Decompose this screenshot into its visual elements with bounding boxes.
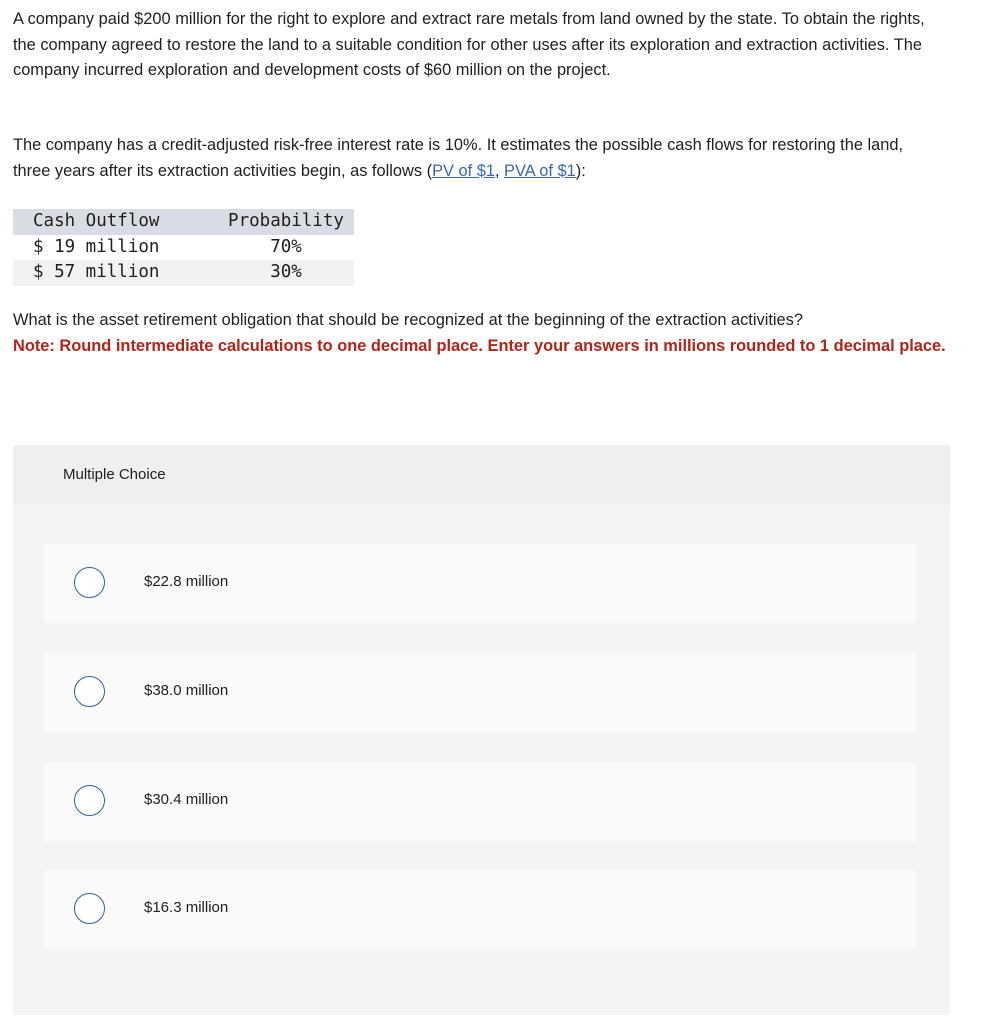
multiple-choice-header (13, 445, 950, 505)
cash-outflow-cell: $ 19 million (33, 236, 160, 257)
multiple-choice-title: Multiple Choice (63, 466, 166, 483)
problem-paragraph-2 (13, 133, 943, 184)
probability-cell: 70% (270, 236, 302, 257)
cash-outflow-cell: $ 57 million (33, 262, 160, 282)
probability-cell: 30% (270, 262, 302, 282)
choice-option-2[interactable] (44, 653, 916, 732)
link-separator: , (494, 161, 505, 180)
header-cash-outflow: Cash Outflow (33, 211, 160, 231)
choice-option-4[interactable] (44, 870, 916, 949)
question-block (13, 308, 953, 359)
table-header-row (13, 209, 354, 235)
problem-paragraph-2-text: The company has a credit-adjusted risk-free interest rate is 10%. It estimates the possible cash flows for restoring the land, three years after its extraction activities begin, as follows ( (13, 136, 904, 180)
radio-button-icon[interactable] (74, 785, 105, 816)
pva-of-1-link[interactable]: PVA of $1 (504, 161, 576, 180)
table-row (13, 260, 354, 286)
choice-option-1[interactable] (44, 544, 916, 623)
question-text: What is the asset retirement obligation that should be recognized at the beginning of the extraction activities? (13, 311, 803, 329)
pv-of-1-link[interactable]: PV of $1 (432, 161, 495, 180)
radio-button-icon[interactable] (74, 676, 105, 707)
choice-option-3[interactable] (44, 762, 916, 841)
problem-paragraph-2-end: ): (575, 161, 586, 180)
choice-label: $22.8 million (144, 573, 229, 590)
problem-paragraph-1: A company paid $200 million for the right to explore and extract rare metals from land owned by the state. To obtain the rights, the company agreed to restore the land to a suitable condition for other uses after its exploration and extraction activities. The company incurred exploration and development costs of $60 million on the project. (13, 10, 925, 79)
multiple-choice-panel (13, 445, 950, 1015)
choice-label: $30.4 million (144, 791, 229, 808)
radio-button-icon[interactable] (74, 893, 105, 924)
table-row (13, 235, 354, 261)
header-probability: Probability (228, 211, 344, 231)
cash-flow-table (13, 209, 354, 286)
choice-label: $38.0 million (144, 682, 229, 699)
choice-label: $16.3 million (144, 899, 229, 916)
radio-button-icon[interactable] (74, 567, 105, 598)
question-note: Note: Round intermediate calculations to one decimal place. Enter your answers in millions rounded to 1 decimal place. (13, 336, 946, 355)
